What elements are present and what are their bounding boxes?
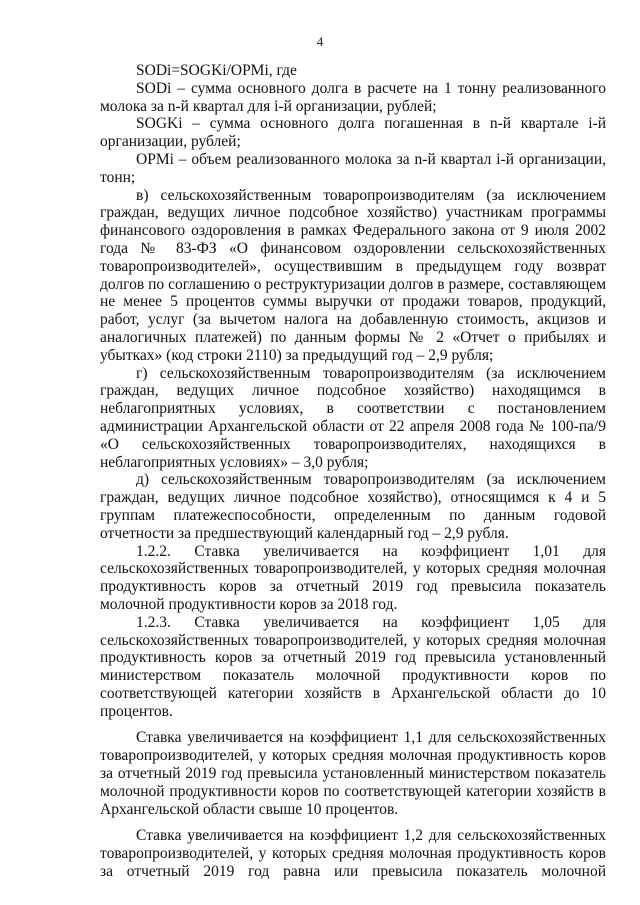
page-number: 4: [316, 34, 324, 49]
clause-1-2-2: 1.2.2. Ставка увеличивается на коэффициент 1,01 для сельскохозяйственных товаропроизводителей, у которых средняя молочная продуктивность коров за отчетный 2019 год превысила показатель молочной продуктивности коров за 2018 год.: [100, 542, 606, 613]
paragraph-d: д) сельскохозяйственным товаропроизводителям (за исключением граждан, ведущих личное подсобное хозяйство), относящимся к 4 и 5 группам платежеспособности, определенным по данным годовой отчетности за предшествующий календарный год – 2,9 рубля.: [100, 471, 606, 542]
rate-paragraph-1-1: Ставка увеличивается на коэффициент 1,1 для сельскохозяйственных товаропроизводителей, у которых средняя молочная продуктивность коров за отчетный 2019 год превысила установленный министерством показатель молочной продуктивности коров по соответствующей категории хозяйств в Архангельской области свыше 10 процентов.: [100, 729, 606, 818]
definition-opmi: OPMi – объем реализованного молока за n-й квартал i-й организации, тонн;: [100, 150, 606, 186]
clause-1-2-3: 1.2.3. Ставка увеличивается на коэффициент 1,05 для сельскохозяйственных товаропроизводителей, у которых средняя молочная продуктивность коров за отчетный 2019 год превысила установленный министерством показатель молочной продуктивности коров по соответствующей категории хозяйств в Архангельской области до 10 процентов.: [100, 613, 606, 720]
document-body: [100, 62, 606, 881]
definition-sodi: SODi – сумма основного долга в расчете на 1 тонну реализованного молока за n-й квартал для i-й организации, рублей;: [100, 79, 606, 115]
formula-line: SODi=SOGKi/OPMi, где: [136, 62, 297, 79]
paragraph-g: г) сельскохозяйственным товаропроизводителям (за исключением граждан, ведущих личное подсобное хозяйство) находящимся в неблагоприятных условиях, в соответствии с постановлением администрации Архангельской области от 22 апреля 2008 года № 100-па/9 «О сельскохозяйственных товаропроизводителях, находящихся в неблагоприятных условиях» – 3,0 рубля;: [100, 364, 606, 471]
definition-sogki: SOGKi – сумма основного долга погашенная в n-й квартале i-й организации, рублей;: [100, 115, 606, 151]
rate-paragraph-1-2: Ставка увеличивается на коэффициент 1,2 для сельскохозяйственных товаропроизводителей, у которых средняя молочная продуктивность коров за отчетный 2019 год равна или превысила показатель молочной: [100, 827, 606, 881]
paragraph-v: в) сельскохозяйственным товаропроизводителям (за исключением граждан, ведущих личное подсобное хозяйство) участникам программы финансового оздоровления в рамках Федерального закона от 9 июля 2002 года № 83-ФЗ «О финансовом оздоровлении сельскохозяйственных товаропроизводителей», осуществившим в предыдущем году возврат долгов по соглашению о реструктуризации долгов в размере, составляющем не менее 5 процентов суммы выручки от продажи товаров, продукций, работ, услуг (за вычетом налога на добавленную стоимость, акцизов и аналогичных платежей) по данным формы № 2 «Отчет о прибылях и убытках» (код строки 2110) за предыдущий год – 2,9 рубля;: [100, 186, 606, 364]
